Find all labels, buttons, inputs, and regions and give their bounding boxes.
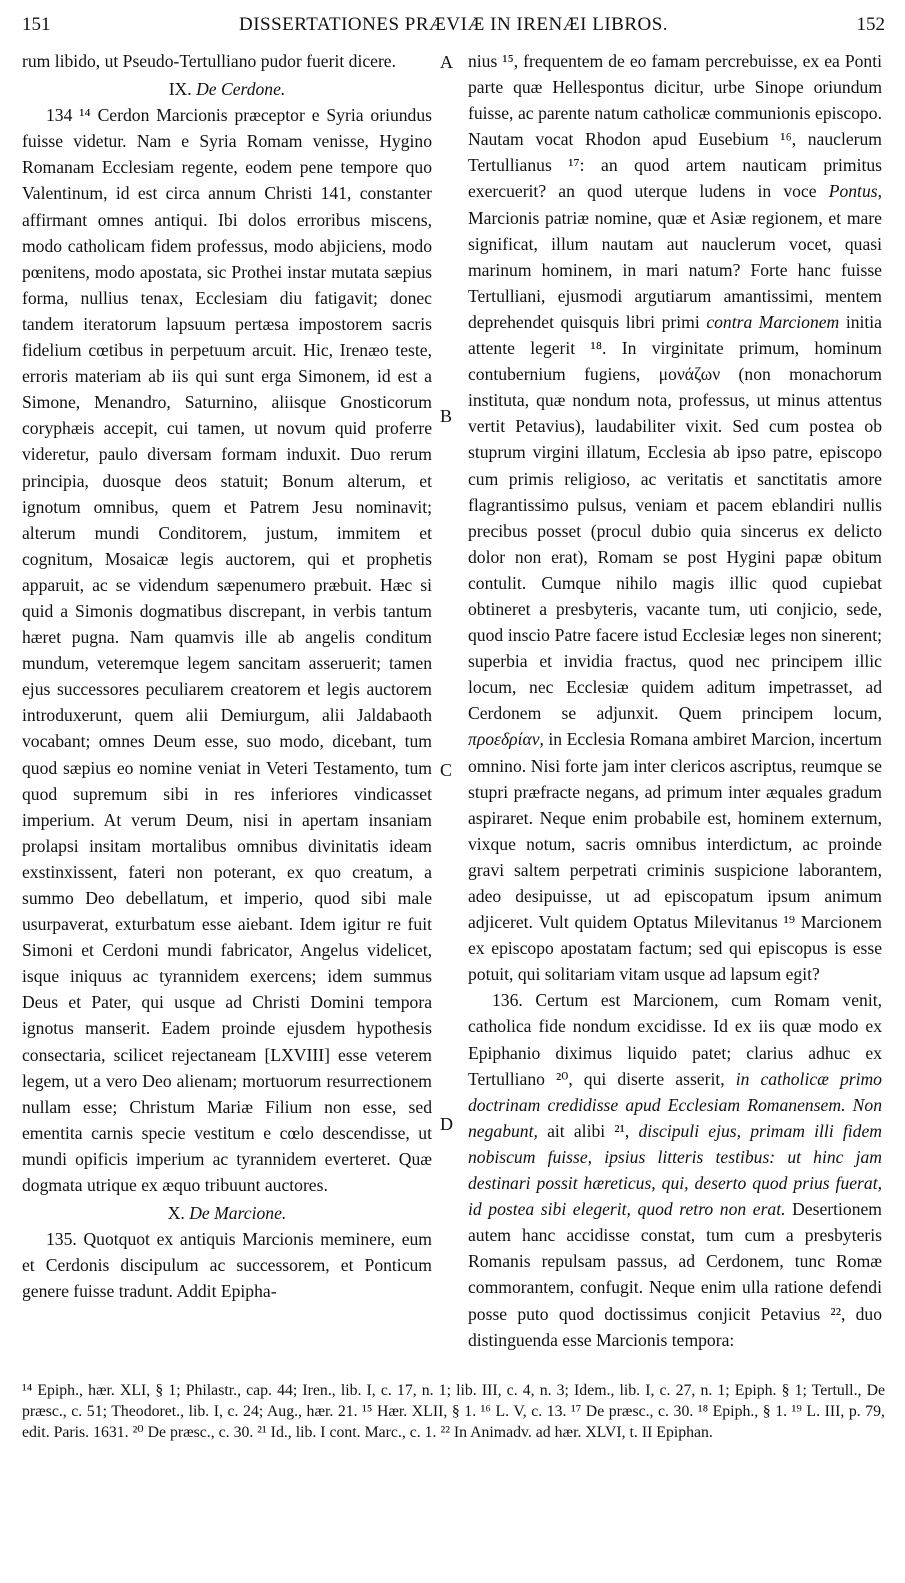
text-run: ait alibi ²¹, <box>537 1120 639 1141</box>
footnotes: ¹⁴ Epiph., hær. XLI, § 1; Philastr., cap. 44; Iren., lib. I, c. 17, n. 1; lib. III, c. 4, n. 3; Idem., lib. I, c. 27, n. 1; Epiph. § 1; Tertull., De præsc., c. 51; Theodoret., lib. I, c. 24; Aug., hær. 21. ¹⁵ Hær. XLII, § 1. ¹⁶ L. V, c. 13. ¹⁷ De præsc., c. 30. ¹⁸ Epiph., § 1. ¹⁹ L. III, p. 79, edit. Paris. 1631. ²⁰ De præsc., c. 30. ²¹ Id., lib. I cont. Marc., c. 1. ²² In Animadv. ad hær. XLVI, t. II Epiphan. <box>22 1382 885 1441</box>
section-title: De Marcione. <box>189 1203 287 1224</box>
margin-letter-c: C <box>440 760 453 780</box>
running-title: DISSERTATIONES PRÆVIÆ IN IRENÆI LIBROS. <box>238 14 669 35</box>
running-header <box>22 10 885 40</box>
italic-term: Pontus <box>828 181 878 202</box>
paragraph-136 <box>468 987 882 1352</box>
paragraph-134: 134 ¹⁴ Cerdon Marcionis præceptor e Syria oriundus fuisse videtur. Nam e Syria Romam venisse, Hygino Romanam Ecclesiam regente, eodem pene tempore quo Valentinum, id est circa annum Christi 141, constanter affirmant omnes antiqui. Ibi dolos erroribus miscens, modo catholicam fidem professus, modo abjiciens, modo pœnitens, modo apostata, sic Prothei instar mutata sæpius forma, nullius tenax, Ecclesiam diu fatigavit; donec tandem iteratorum lapsuum pertæsa impostorem sacris fidelium cœtibus in perpetuum arcuit. Hic, Irenæo teste, erroris materiam ab iis qui sunt erga Simonem, id est a Simone, Menandro, Saturnino, aliisque Gnosticorum coryphæis accepit, cui tamen, ut novum quid proferre videretur, paulo diversam formam induxit. Duo rerum principia, duosque deos statuit; Bonum alterum, et ignotum omnibus, quem et Patrem Jesu nominavit; alterum mundi Conditorem, justum, immitem et cognitum, Mosaicæ legis auctorem, qui et prophetis apparuit, ac se videndum sæpenumero præbuit. Hæc si quid a Simonis dogmatibus discrepant, in verbis tantum hæret pugna. Nam quamvis ille ab angelis conditum mundum, veteremque legem sancitam asseruerit; tamen ejus successores peculiarem creatorem et legis auctorem introduxerunt, quem alii Demiurgum, alii Jaldabaoth vocabant; omnes Deum esse, suo modo, dicebant, tum quod sæpius eo nomine veniat in Veteri Testamento, tum quod supremum sibi in res inferiores vindicasset imperium. At verum Deum, nisi in apertam insaniam prolapsi insitam mortalibus omnibus divinitatis ideam exstinxissent, fateri non poterant, ex quo creatum, a summo Deo debellatum, et imperio, quod sibi male usurpaverat, exturbatum esse aiebant. Idem igitur re fuit Simoni et Cerdoni mundi fabricator, Angelus videlicet, isque iniquus ac tyrannidem exercens; idem summus Deus et Pater, qui usque ad Christi Domini tempora ignotus manserit. Eadem proinde ejusdem hypothesis consectaria, scilicet rejectaneam [LXVIII] esse veterem legem, ut a vero Deo alienam; mortuorum resurrectionem nullam esse; Christum Mariæ Filium non esse, sed ementita carnis specie vestitum e cœlo descendisse, ut mundi opificis imperium ac tyrannidem everteret. Quæ dogmata utrique ex æquo tribuunt auctores. <box>22 105 432 1196</box>
text-run: (non monachorum instituta, quæ nondum nota, professus, ut minus attentus vertit Petavius), laudabiliter vixit. Sed cum postea ob stuprum virgini illatum, Ecclesia ab ipso patre, episcopo cum primis religioso, ac veritatis et sanctitatis amore flagrantissimo pulsus, veniam et pacem eblandiri nullis precibus posset (procul dubio quia sincerus ex delicto dolor non erat), Romam se post Hygini papæ obitum contulit. Cumque nihilo magis illic quod cupiebat obtineret a presbyteris, vacante tum, uti conjicio, sede, quod inscio Patre facere istud Ecclesiæ leges non sinerent; superbia et invidia fractus, quod nec principem illic locum, nec Ecclesiæ quidem aditum impetrasset, ad Cerdonem se adjunxit. Quem principem locum, <box>468 364 882 724</box>
section-title: De Cerdone. <box>196 79 286 100</box>
left-column <box>22 48 432 1305</box>
paragraph-135-start: 135. Quotquot ex antiquis Marcionis meminere, eum et Cerdonis discipulum ac successorem, et Ponticum genere fuisse tradunt. Addit Epipha- <box>22 1229 432 1302</box>
margin-letter-d: D <box>440 1114 453 1134</box>
text-run: 136. Certum est Marcionem, cum Romam venit, catholica fide nondum excidisse. Id ex iis quæ modo ex Epiphanio diximus liquido patet; clarius adhuc ex Tertulliano ²⁰, qui diserte asserit, <box>468 990 882 1089</box>
section-number: IX. <box>168 79 192 100</box>
paragraph-continuation: rum libido, ut Pseudo-Tertulliano pudor fuerit dicere. <box>22 51 397 71</box>
italic-quote: discipuli ejus, primam illi fidem nobiscum fuisse, ipsius litteris testibus: ut hinc jam destinari possit hæreticus, qui, deserto quod prius fuerat, id postea sibi elegerit, quod retro non erat. <box>468 1120 882 1220</box>
italic-title: contra Marcionem <box>706 311 840 332</box>
section-heading-x <box>22 1200 432 1226</box>
page-number-left: 151 <box>22 14 51 35</box>
text-run: , Marcionis patriæ nomine, quæ et Asiæ regionem, et mare significat, illum nautam aut nauclerum vocet, quasi marinum hominem, in mari natum? Forte hanc fuisse Tertulliani, ejusmodi argutiarum amantissimi, mentem deprehendet quisquis libri primi <box>468 181 882 332</box>
greek-term: μονάζων <box>658 364 721 385</box>
page-number-right: 152 <box>856 14 885 35</box>
paragraph-135-continued <box>468 48 882 987</box>
margin-letter-a: A <box>440 52 453 72</box>
italic-quote: in catholicæ primo doctrinam credidisse apud Ecclesiam Romanensem. Non negabunt, <box>468 1068 882 1141</box>
margin-letter-b: B <box>440 406 453 426</box>
section-heading-ix <box>22 76 432 102</box>
text-run: Desertionem autem hanc accidisse constat, tum cum a presbyteris Romanis repulsam passus, ad Cerdonem, tunc Romæ commorantem, confugit. Neque enim ulla ratione defendi posse puto quod doctissimus conjicit Petavius ²², duo distinguenda esse Marcionis tempora: <box>468 1199 882 1350</box>
section-number: X. <box>167 1203 185 1224</box>
greek-term: προεδρίαν <box>468 729 540 750</box>
text-run: nius ¹⁵, frequentem de eo famam percrebuisse, ex ea Ponti parte quæ Hellespontus dicitur, urbe Sinope oriundum fuisse, ac parente natum catholicæ communionis episcopo. Nautam vocat Rhodon apud Eusebium ¹⁶, nauclerum Tertullianus ¹⁷: an quod artem nauticam primitus exercuerit? an quod uterque ludens in voce <box>468 51 882 202</box>
right-column <box>468 48 882 1353</box>
text-run: initia attente legerit ¹⁸. In virginitate primum, hominum contubernium fugiens, <box>468 311 882 385</box>
text-run: , in Ecclesia Romana ambiret Marcion, incertum omnino. Nisi forte jam inter clericos ascriptus, reumque se stupri præfracte negans, ad primum inter æquales gradum aspiraret. Neque enim probabile est, hominem externum, vixque notum, sacris omnibus interdictum, ac proinde gravi saltem perpetrati criminis suspicione laborantem, adeo desipuisse, ut ad episcopatum ipsum animum adjiceret. Vult quidem Optatus Milevitanus ¹⁹ Marcionem ex episcopo apostatam factum; sed qui episcopus is esse potuit, qui solitariam vitam usque ad lapsum egit? <box>468 729 882 985</box>
